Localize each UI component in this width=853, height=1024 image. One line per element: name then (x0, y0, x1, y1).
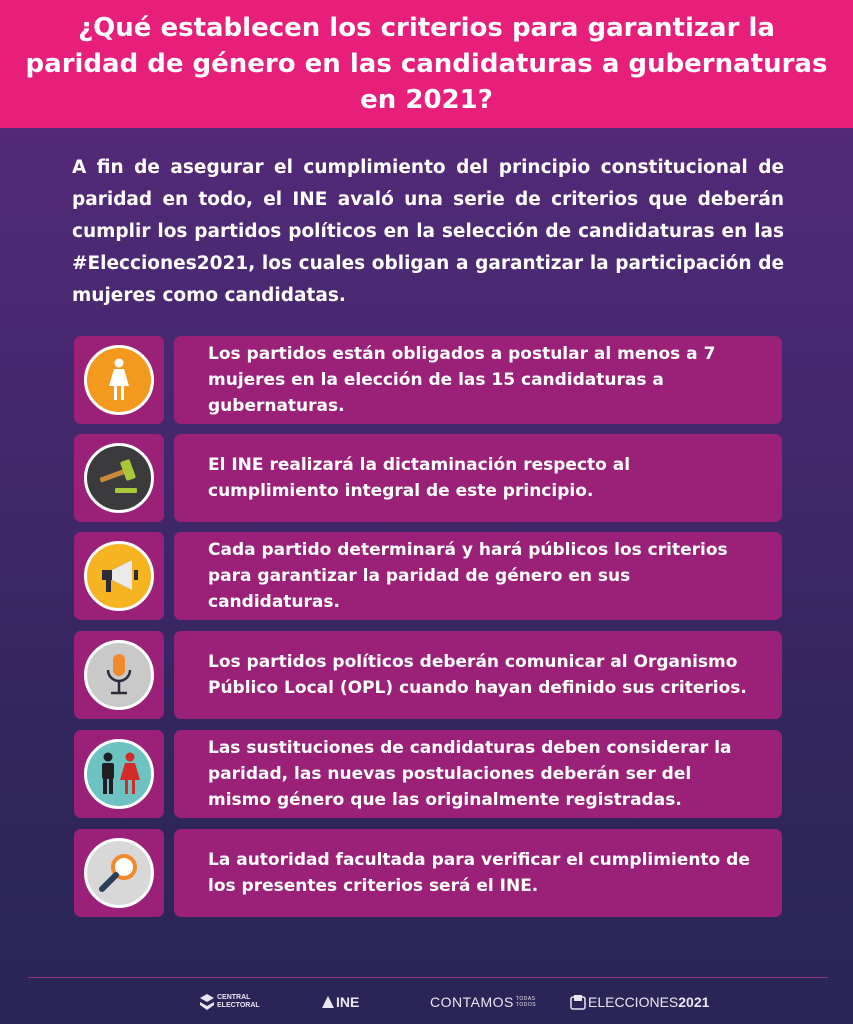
criterion-text: El INE realizará la dictaminación respecto al cumplimiento integral de este principio. (208, 455, 631, 501)
contamos-logo: CONTAMOS TODAS TODOS (430, 994, 537, 1010)
icon-box (74, 829, 164, 917)
icon-box (74, 434, 164, 522)
criterion-row (74, 434, 782, 522)
woman-icon (84, 345, 154, 415)
icon-box (74, 532, 164, 620)
header-banner (0, 0, 853, 128)
elecciones-2021-logo: ELECCIONES 2021 (570, 988, 709, 1016)
criterion-row (74, 336, 782, 424)
footer-logos (0, 988, 853, 1016)
criterion-text-box (174, 829, 782, 917)
criterion-text-box (174, 532, 782, 620)
gavel-icon (84, 443, 154, 513)
magnifier-icon (84, 838, 154, 908)
criterion-text: Cada partido determinará y hará públicos los criterios para garantizar la paridad de género en sus candidaturas. (208, 540, 728, 612)
criterion-row (74, 532, 782, 620)
criterion-text: Las sustituciones de candidaturas deben considerar la paridad, las nuevas postulaciones deberán ser del mismo género que las originalmente registradas. (208, 738, 732, 810)
ine-logo: INE (322, 988, 359, 1016)
intro-paragraph: A fin de asegurar el cumplimiento del principio constitucional de paridad en todo, el INE avaló una serie de criterios que deberán cumplir los partidos políticos en la selección de candidaturas en las #Elecciones2021, los cuales obligan a garantizar la participación de mujeres como candidatas. (72, 157, 784, 306)
criterion-row (74, 829, 782, 917)
icon-box (74, 730, 164, 818)
criterion-text: Los partidos políticos deberán comunicar al Organismo Público Local (OPL) cuando hayan definido sus criterios. (208, 652, 747, 698)
criterion-text-box (174, 631, 782, 719)
man-woman-icon (84, 739, 154, 809)
criterion-text: La autoridad facultada para verificar el cumplimiento de los presentes criterios será el INE. (208, 850, 750, 896)
footer-divider (28, 977, 828, 978)
microphone-icon (84, 640, 154, 710)
icon-box (74, 336, 164, 424)
criterion-text-box (174, 336, 782, 424)
criterion-text: Los partidos están obligados a postular al menos a 7 mujeres en la elección de las 15 candidaturas a gubernaturas. (208, 344, 716, 416)
icon-box (74, 631, 164, 719)
criterion-text-box (174, 434, 782, 522)
criterion-text-box (174, 730, 782, 818)
page-title: ¿Qué establecen los criterios para garantizar la paridad de género en las candidaturas a gubernaturas en 2021? (25, 13, 828, 115)
criterion-row (74, 730, 782, 818)
criterion-row (74, 631, 782, 719)
megaphone-icon (84, 541, 154, 611)
central-electoral-logo: CENTRAL ELECTORAL (200, 988, 260, 1016)
